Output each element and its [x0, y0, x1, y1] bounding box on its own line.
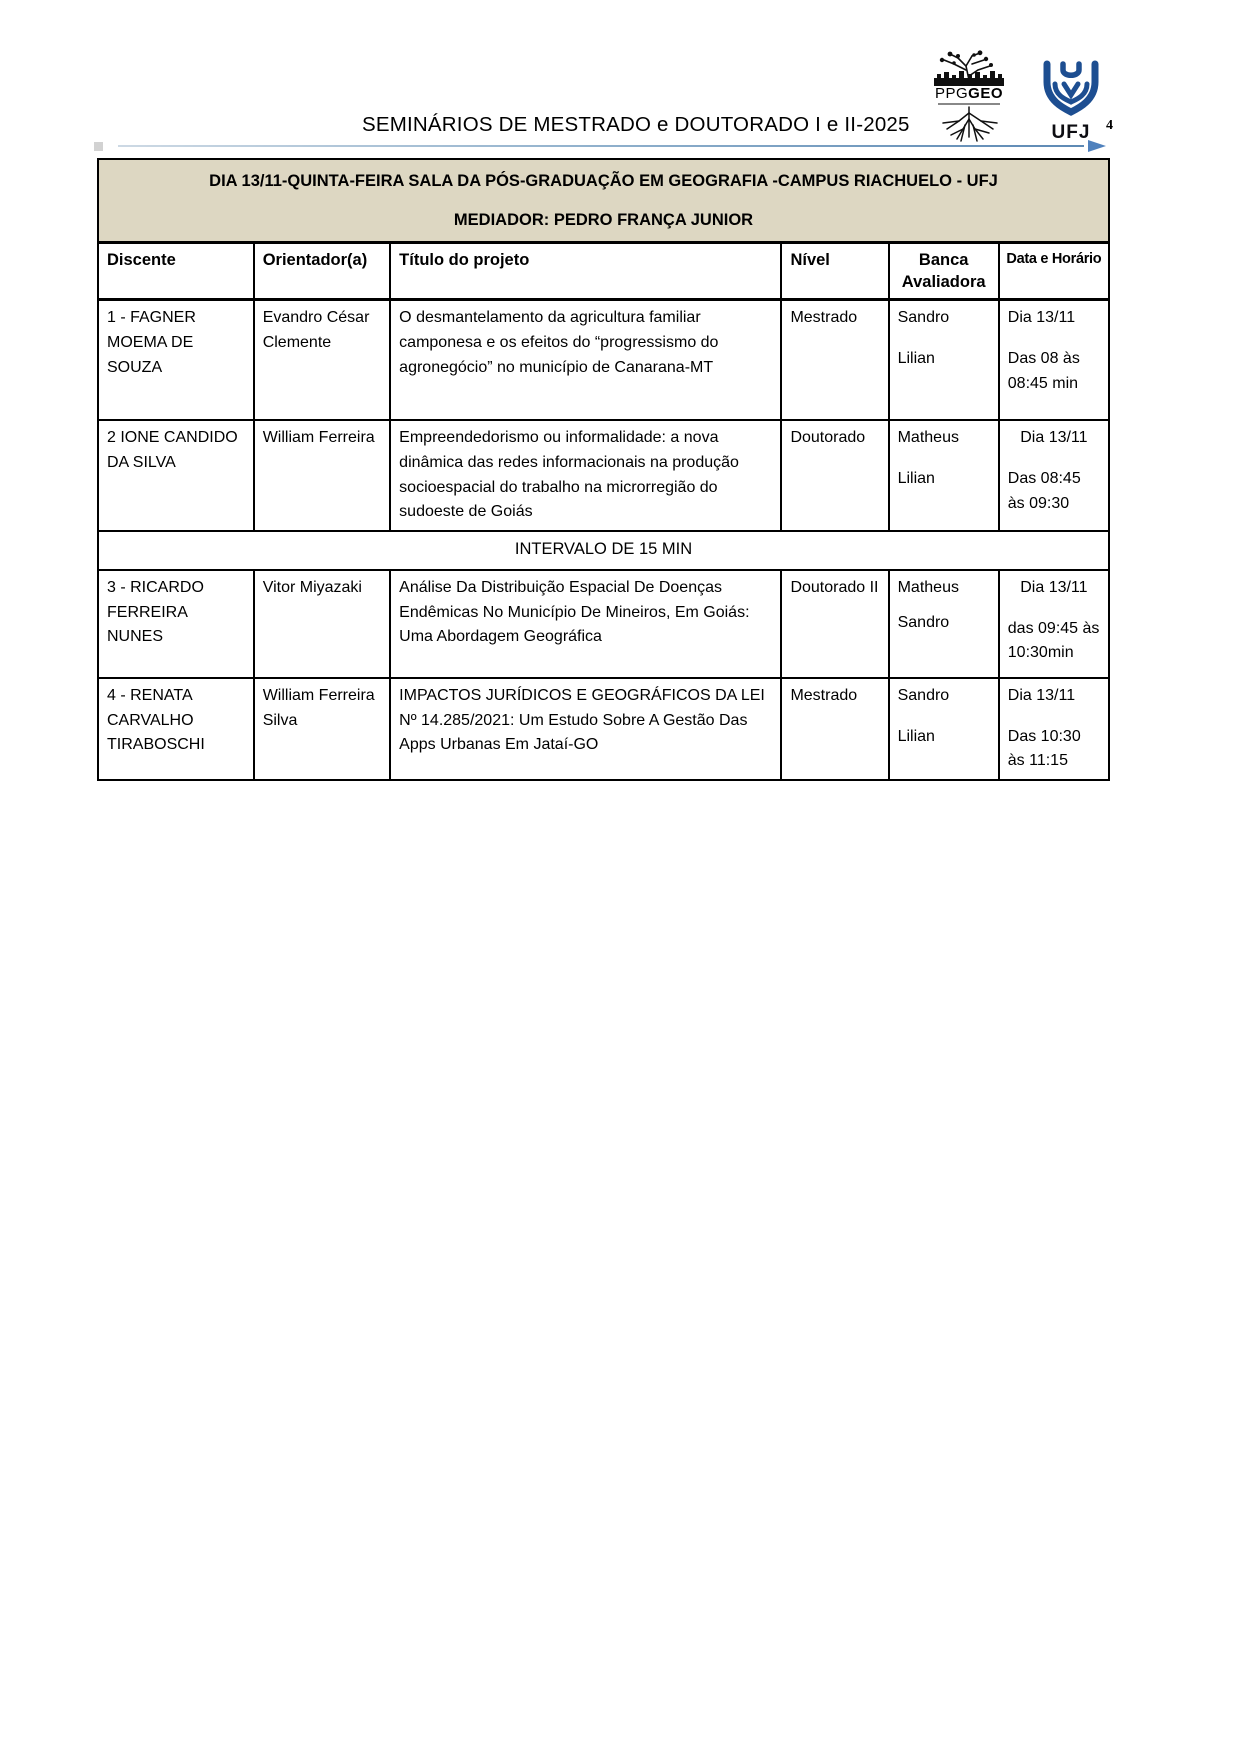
cell-banca — [889, 300, 999, 421]
column-header-titulo: Título do projeto — [390, 243, 781, 300]
banca-member: Sandro — [897, 686, 950, 704]
anchor-square — [94, 142, 103, 151]
column-header-orientador: Orientador(a) — [254, 243, 390, 300]
schedule-table — [97, 158, 1110, 781]
data-dia: Dia 13/11 — [1007, 686, 1076, 704]
cell-banca — [889, 678, 999, 780]
banca-member: Lilian — [897, 727, 935, 745]
session-banner-cell — [98, 159, 1109, 243]
cell-nivel: Mestrado — [781, 678, 888, 780]
interval-row — [98, 531, 1109, 570]
cell-data-horario — [999, 420, 1109, 531]
table-row — [98, 420, 1109, 531]
session-banner-line2: MEDIADOR: PEDRO FRANÇA JUNIOR — [453, 210, 754, 229]
cell-orientador: Evandro César Clemente — [254, 300, 390, 421]
ppggeo-wordmark — [935, 86, 1003, 101]
page-number: 4 — [1106, 118, 1113, 133]
cell-titulo: IMPACTOS JURÍDICOS E GEOGRÁFICOS DA LEI Nº 14.285/2021: Um Estudo Sobre A Gestão Das Apps Urbanas Em Jataí-GO — [390, 678, 781, 780]
cell-orientador: William Ferreira — [254, 420, 390, 531]
ufj-logo — [1032, 58, 1110, 146]
ufj-emblem-icon — [1039, 58, 1103, 120]
cell-orientador: Vitor Miyazaki — [254, 570, 390, 678]
data-horario: Das 10:30 às 11:15 — [1007, 727, 1081, 770]
cell-nivel: Doutorado — [781, 420, 888, 531]
cell-orientador: William Ferreira Silva — [254, 678, 390, 780]
cell-discente: 1 - FAGNER MOEMA DE SOUZA — [98, 300, 254, 421]
column-header-banca: Banca Avaliadora — [889, 243, 999, 300]
ppggeo-wordmark-ppg: PPG — [934, 85, 969, 102]
column-header-discente: Discente — [98, 243, 254, 300]
cell-discente: 2 IONE CANDIDO DA SILVA — [98, 420, 254, 531]
ppggeo-logo — [928, 50, 1010, 152]
ppggeo-subtitle-line — [938, 103, 1000, 105]
table-row — [98, 300, 1109, 421]
ppggeo-tree-canopy-icon — [928, 50, 1010, 88]
cell-discente: 4 - RENATA CARVALHO TIRABOSCHI — [98, 678, 254, 780]
data-horario: Das 08 às 08:45 min — [1007, 349, 1080, 392]
cell-data-horario — [999, 570, 1109, 678]
data-horario: Das 08:45 às 09:30 — [1007, 469, 1081, 512]
cell-banca — [889, 420, 999, 531]
cell-titulo: Análise Da Distribuição Espacial De Doenças Endêmicas No Município De Mineiros, Em Goiás: Uma Abordagem Geográfica — [390, 570, 781, 678]
column-header-row — [98, 243, 1109, 300]
divider-line — [118, 145, 1084, 147]
cell-banca — [889, 570, 999, 678]
banca-member: Matheus — [897, 429, 959, 446]
cell-data-horario — [999, 678, 1109, 780]
cell-nivel: Doutorado II — [781, 570, 888, 678]
interval-cell: INTERVALO DE 15 MIN — [98, 531, 1109, 570]
cell-data-horario — [999, 300, 1109, 421]
schedule-table-wrap — [97, 158, 1110, 781]
divider-arrow — [94, 138, 1106, 152]
table-row — [98, 678, 1109, 780]
data-horario: das 09:45 às 10:30min — [1007, 619, 1100, 662]
session-banner-row — [98, 159, 1109, 243]
arrow-right-icon — [1088, 140, 1106, 152]
ufj-wordmark: UFJ — [1051, 122, 1091, 143]
data-dia: Dia 13/11 — [1020, 429, 1088, 446]
table-row — [98, 570, 1109, 678]
column-header-data-horario: Data e Horário — [999, 243, 1109, 300]
cell-titulo: O desmantelamento da agricultura familiar camponesa e os efeitos do “progressismo do agronegócio” no município de Canarana-MT — [390, 300, 781, 421]
ppggeo-wordmark-geo: GEO — [968, 85, 1004, 102]
banca-member: Sandro — [897, 309, 950, 326]
data-dia: Dia 13/11 — [1007, 309, 1076, 326]
cell-discente: 3 - RICARDO FERREIRA NUNES — [98, 570, 254, 678]
banca-member: Lilian — [897, 349, 935, 367]
document-title: SEMINÁRIOS DE MESTRADO e DOUTORADO I e II-2025 — [362, 113, 910, 136]
data-dia: Dia 13/11 — [1020, 578, 1088, 596]
cell-nivel: Mestrado — [781, 300, 888, 421]
session-banner-line1: DIA 13/11-QUINTA-FEIRA SALA DA PÓS-GRADUAÇÃO EM GEOGRAFIA -CAMPUS RIACHUELO - UFJ — [209, 172, 998, 190]
banca-member: Matheus — [897, 578, 959, 596]
banca-member: Sandro — [897, 613, 950, 631]
column-header-nivel: Nível — [781, 243, 888, 300]
cell-titulo: Empreendedorismo ou informalidade: a nova dinâmica das redes informacionais na produção socioespacial do trabalho na microrregião do sudoeste de Goiás — [390, 420, 781, 531]
banca-member: Lilian — [897, 469, 935, 487]
